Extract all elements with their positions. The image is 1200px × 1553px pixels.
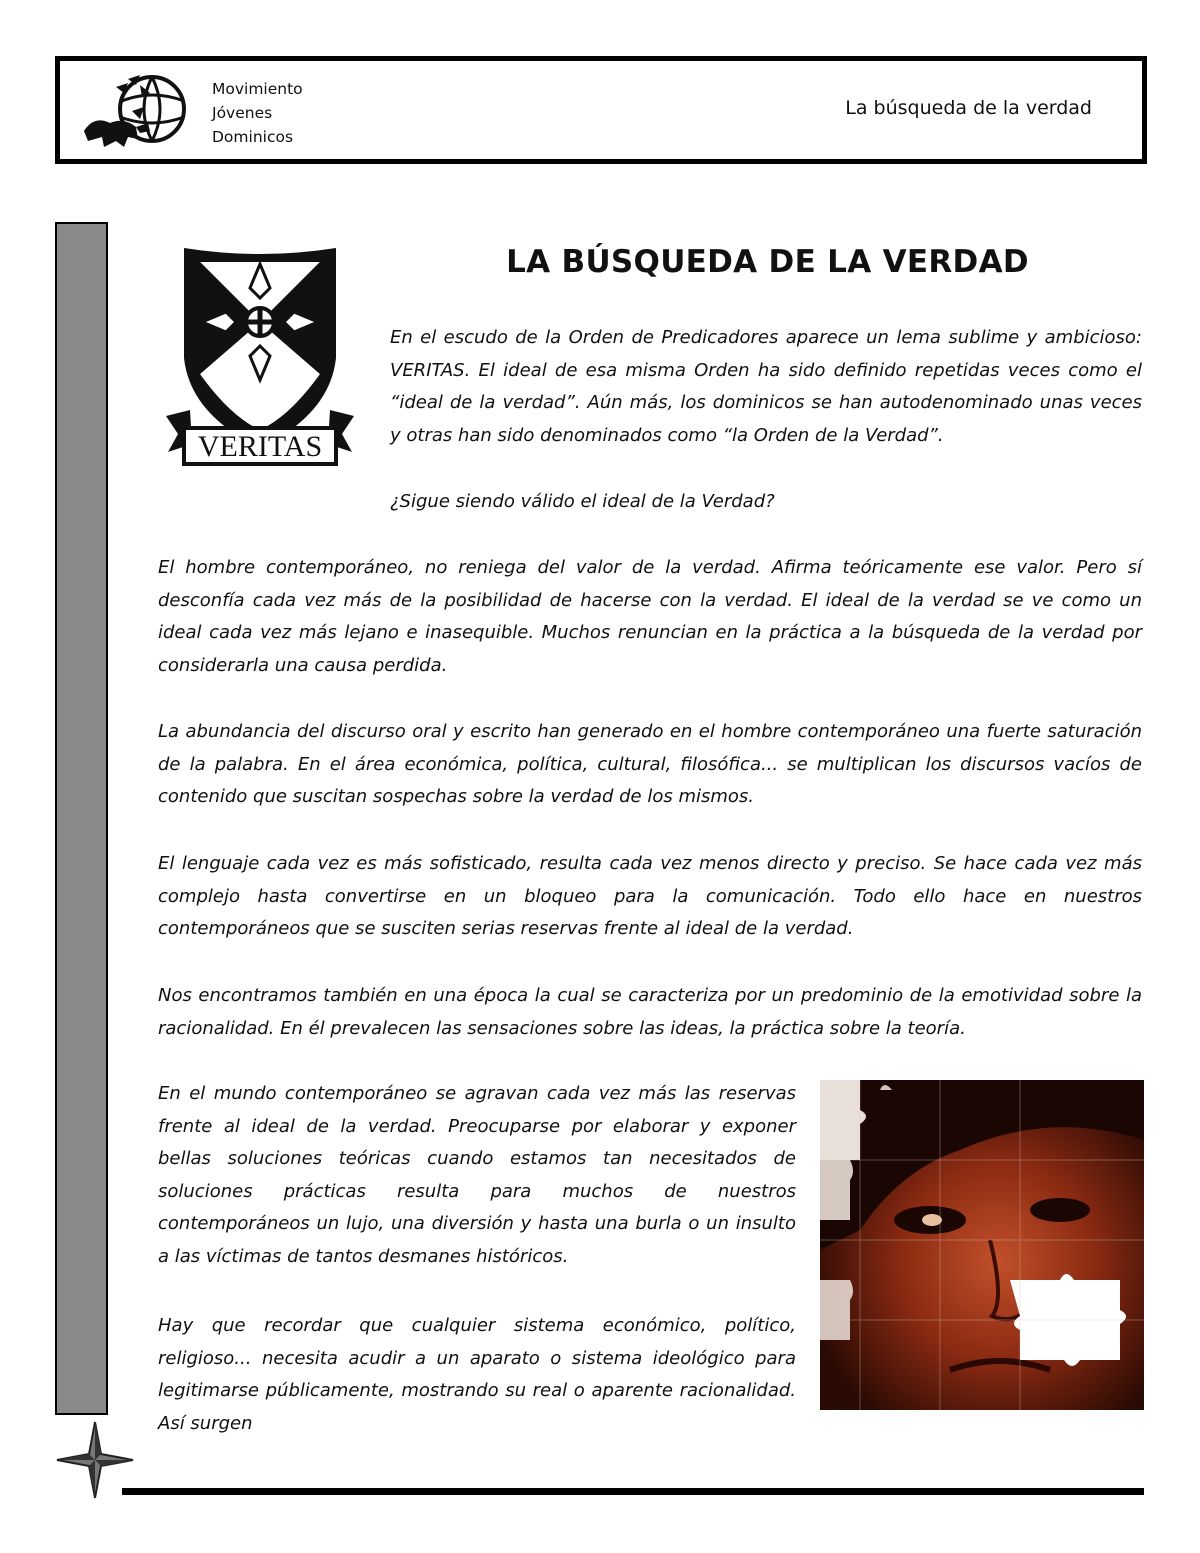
paragraph-ideology: Hay que recordar que cualquier sistema económico, político, religioso... necesita acudir a un aparato o sistema ideológico para legitimarse públicamente, mostrando su real o aparente racionalidad. Así surgen bbox=[158, 1315, 796, 1434]
header-title: La búsqueda de la verdad bbox=[845, 97, 1092, 119]
org-name-line-1: Movimiento bbox=[212, 80, 303, 98]
crest-motto: VERITAS bbox=[197, 430, 323, 463]
paragraph-emotivity: Nos encontramos también en una época la cual se caracteriza por un predominio de la emotividad sobre la racionalidad. En él prevalecen las sensaciones sobre las ideas, la práctica sobre la teoría. bbox=[158, 985, 1142, 1039]
side-bar bbox=[55, 222, 108, 1415]
veritas-crest-icon bbox=[160, 238, 360, 473]
organization-name bbox=[212, 77, 303, 149]
paragraph-discourse: La abundancia del discurso oral y escrito han generado en el hombre contemporáneo una fuerte saturación de la palabra. En el área económica, política, cultural, filosófica... se multiplican los discursos vacíos de contenido que suscitan sospechas sobre la verdad de los mismos. bbox=[158, 721, 1142, 807]
org-name-line-2: Jóvenes bbox=[212, 104, 273, 122]
paragraph-reservations: En el mundo contemporáneo se agravan cada vez más las reservas frente al ideal de la verdad. Preocuparse por elaborar y exponer bellas soluciones teóricas cuando estamos tan necesitados de soluciones prácticas resulta para muchos de nuestros contemporáneos un lujo, una diversión y hasta una burla o un insulto a las víctimas de tantos desmanes históricos. bbox=[158, 1083, 796, 1267]
paragraph-contemporary-man: El hombre contemporáneo, no reniega del valor de la verdad. Afirma teóricamente ese valor. Pero sí desconfía cada vez más de la posibilidad de hacerse con la verdad. El ideal de la verdad se ve como un ideal cada vez más lejano e inasequible. Muchos renuncian en la práctica a la búsqueda de la verdad por considerarla una causa perdida. bbox=[158, 557, 1142, 676]
paragraph-intro: En el escudo de la Orden de Predicadores aparece un lema sublime y ambicioso: VERITAS. El ideal de esa misma Orden ha sido definido repetidas veces como el “ideal de la verdad”. Aún más, los dominicos se han autodenominado unas veces y otras han sido denominados como “la Orden de la Verdad”. bbox=[390, 327, 1142, 446]
puzzle-face-photo bbox=[820, 1080, 1144, 1410]
dominican-dog-globe-logo bbox=[80, 71, 195, 153]
org-name-line-3: Dominicos bbox=[212, 128, 294, 146]
bottom-rule bbox=[122, 1488, 1144, 1495]
page-header bbox=[55, 56, 1147, 164]
paragraph-language: El lenguaje cada vez es más sofisticado, resulta cada vez menos directo y preciso. Se hace cada vez más complejo hasta convertirse en un bloqueo para la comunicación. Todo ello hace en nuestros contemporáneos que se susciten serias reservas frente al ideal de la verdad. bbox=[158, 853, 1142, 939]
paragraph-question: ¿Sigue siendo válido el ideal de la Verdad? bbox=[390, 491, 775, 512]
page-title: LA BÚSQUEDA DE LA VERDAD bbox=[506, 244, 1029, 280]
